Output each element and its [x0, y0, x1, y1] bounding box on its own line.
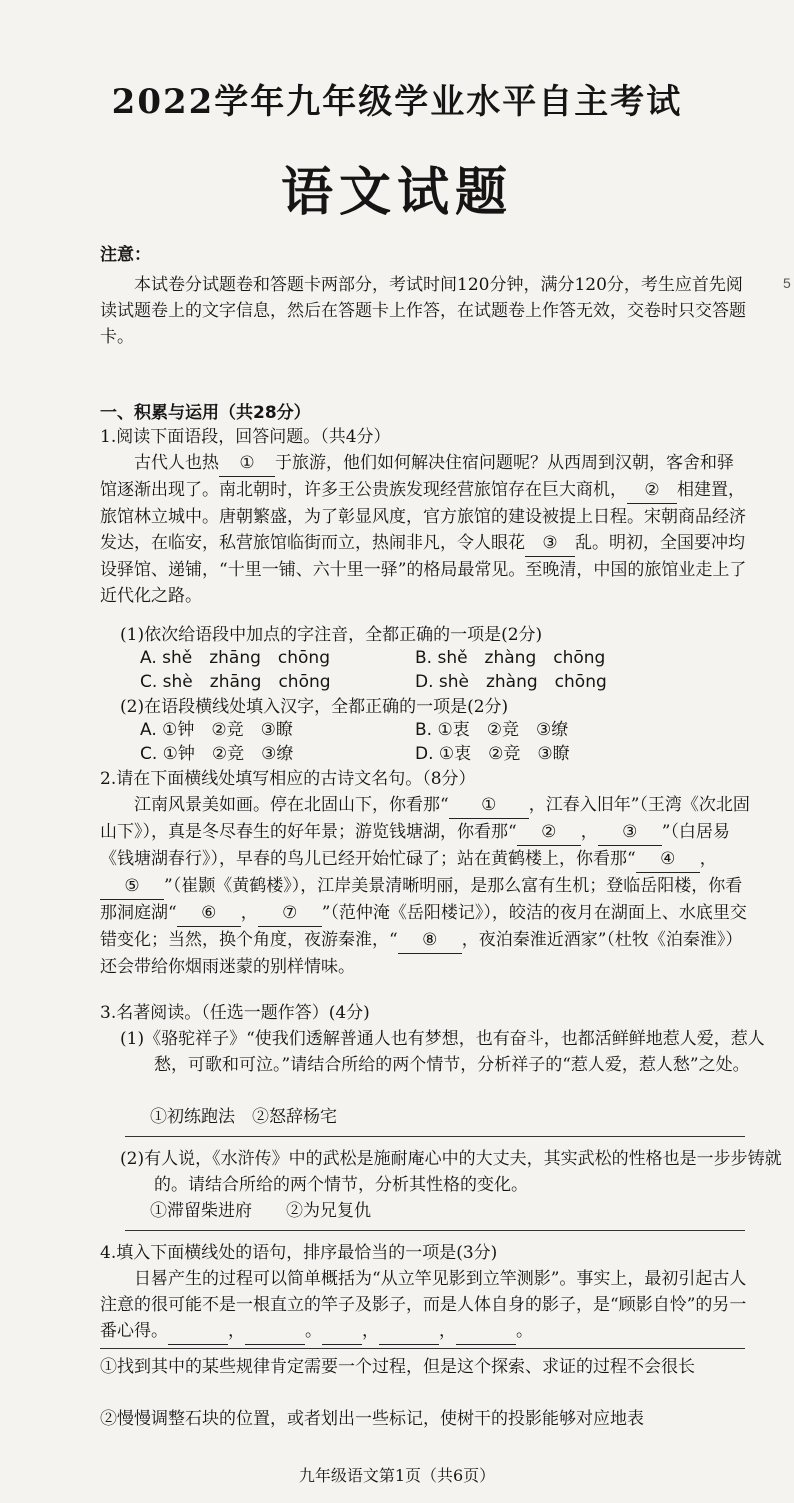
q1-blank-2: ② [627, 477, 677, 504]
q1-text-3: 相建置，旅馆林立城中。唐朝繁盛，为了彰显风度，官方旅馆的建设被提上日程。宋朝商品经济发达，在临安，私营旅馆临街而立，热闹非凡，令人眼花 [100, 480, 746, 553]
q2-stem: 2.请在下面横线处填写相应的古诗文名句。（8分） [100, 769, 476, 789]
notice-text: 本试卷分试题卷和答题卡两部分，考试时间120分钟，满分120分，考生应首先阅读试题卷上的文字信息，然后在答题卡上作答，在试题卷上作答无效，交卷时只交答题卡。 [100, 275, 746, 347]
q2-text-3: ， [580, 822, 598, 842]
q1-sub1-stem: (1)依次给语段中加点的字注音，全都正确的一项是(2分) [120, 625, 543, 645]
q4-blank-5 [456, 1318, 516, 1345]
q1-stem: 1.阅读下面语段，回答问题。（共4分） [100, 427, 391, 447]
q4-divider [100, 1348, 745, 1349]
q1-sub1-option-c: C. shè zhāng chōng [140, 672, 331, 692]
q3-sub1-stem: (1)《骆驼祥子》“使我们透解普通人也有梦想，也有奋斗，也都活鲜鲜地惹人爱，惹人愁，可歌和可泣。”请结合所给的两个情节，分析祥子的“惹人爱，惹人愁”之处。 [120, 1029, 765, 1075]
q4-comma-3: ， [439, 1321, 456, 1341]
q1-sub2-options [140, 718, 740, 766]
subject-title: 语文试题 [280, 162, 513, 223]
q2-blank-3: ③ [598, 819, 662, 846]
q2-blank-6: ⑥ [177, 900, 241, 927]
q1-sub2-option-a: A. ①钟 ②竞 ③瞭 [140, 720, 293, 740]
q4-period-2: 。 [516, 1321, 533, 1341]
q4-blank-3 [322, 1318, 362, 1345]
q2-text-4: ”（白居易《钱塘湖春行》），早春的鸟儿已经开始忙碌了；站在黄鹤楼上，你看那“ [100, 822, 730, 869]
q2-blank-8: ⑧ [398, 927, 462, 954]
q1-sub1-option-a: A. shě zhāng chōng [140, 648, 330, 668]
q1-sub1-option-d: D. shè zhàng chōng [415, 672, 607, 692]
q4-stem: 4.填入下面横线处的语句，排序最恰当的一项是(3分) [100, 1243, 498, 1263]
q1-sub2-option-c: C. ①钟 ②竞 ③缭 [140, 744, 294, 764]
section-heading: 一、积累与运用（共28分） [100, 403, 311, 423]
q2-text-7: ， [240, 903, 258, 923]
q4-passage [100, 1266, 750, 1345]
q4-comma-1: ， [228, 1321, 245, 1341]
q2-text-8: ”（范仲淹《岳阳楼记》），皎洁的夜月在湖面上、水底里交错变化；当然，换个角度，夜游秦淮，“ [100, 903, 747, 950]
q3-sub1-plots: ①初练跑法 ②怒辞杨宅 [150, 1107, 337, 1127]
notice-label: 注意： [100, 245, 151, 265]
q3-sub2-answer-line [125, 1230, 745, 1231]
q1-passage [100, 450, 750, 609]
q4-option-1: ①找到其中的某些规律肯定需要一个过程，但是这个探索、求证的过程不会很长 [100, 1357, 695, 1377]
q2-text-1: 江南风景美如画。停在北固山下，你看那“ [134, 795, 449, 815]
q4-blank-4 [379, 1318, 439, 1345]
q2-text-2: ，江春入旧年”（王湾《次北固山下》），真是冬尽春生的好年景；游览钱塘湖，你看那“ [100, 795, 750, 842]
q1-text-2: 于旅游，他们如何解决住宿问题呢？从西周到汉朝，客舍和驿馆逐渐出现了。南北朝时，许多王公贵族发现经营旅馆存在巨大商机， [100, 453, 734, 500]
q3-sub1-answer-line [125, 1136, 745, 1137]
q1-blank-3: ③ [525, 530, 575, 557]
q1-sub2-option-b: B. ①衷 ②竞 ③缭 [415, 720, 569, 740]
q1-sub2-stem: (2)在语段横线处填入汉字，全都正确的一项是(2分) [120, 697, 509, 717]
q2-passage [100, 792, 750, 980]
q4-comma-2: ， [362, 1321, 379, 1341]
q2-text-9: ，夜泊秦淮近酒家”（杜牧《泊秦淮》）还会带给你烟雨迷蒙的别样情味。 [100, 930, 743, 977]
q4-blank-2 [245, 1318, 305, 1345]
q3-stem: 3.名著阅读。（任选一题作答）(4分) [100, 1003, 370, 1023]
margin-mark: 5 [783, 275, 791, 291]
q1-sub2-option-d: D. ①衷 ②竞 ③瞭 [415, 744, 570, 764]
q2-text-5: ， [699, 849, 717, 869]
q1-sub1-option-b: B. shě zhàng chōng [415, 648, 606, 668]
page-footer: 九年级语文第1页（共6页） [298, 1466, 496, 1485]
q2-blank-5: ⑤ [100, 873, 164, 900]
q2-text-6: ”（崔颢《黄鹤楼》），江岸美景清晰明丽，是那么富有生机；登临岳阳楼，你看那洞庭湖“ [100, 876, 743, 923]
q2-blank-2: ② [517, 819, 581, 846]
q2-blank-4: ④ [636, 846, 700, 873]
q1-blank-1: ① [219, 450, 275, 477]
q1-text-4: 乱。明初，全国要冲均设驿馆、递铺，“十里一铺、六十里一驿”的格局最常见。至晚清，中国的旅馆业走上了近代化之路。 [100, 533, 747, 606]
q2-blank-1: ① [449, 792, 529, 819]
q4-text: 日晷产生的过程可以简单概括为“从立竿见影到立竿测影”。事实上，最初引起古人注意的很可能不是一根直立的竿子及影子，而是人体自身的影子，是“顾影自怜”的另一番心得。 [100, 1269, 747, 1341]
q3-sub2-stem: (2)有人说，《水浒传》中的武松是施耐庵心中的大丈夫，其实武松的性格也是一步步铸就的。请结合所给的两个情节，分析其性格的变化。 [120, 1149, 782, 1195]
exam-title: 2022学年九年级学业水平自主考试 [111, 82, 683, 122]
q3-sub2-plots: ①滞留柴进府 ②为兄复仇 [150, 1201, 371, 1221]
q2-blank-7: ⑦ [258, 900, 322, 927]
q4-option-2: ②慢慢调整石块的位置，或者划出一些标记，使树干的投影能够对应地表 [100, 1409, 644, 1429]
q1-sub1-options [140, 646, 740, 694]
q4-blank-1 [168, 1318, 228, 1345]
q4-period-1: 。 [305, 1321, 322, 1341]
q1-text-1: 古代人也热 [134, 453, 219, 473]
